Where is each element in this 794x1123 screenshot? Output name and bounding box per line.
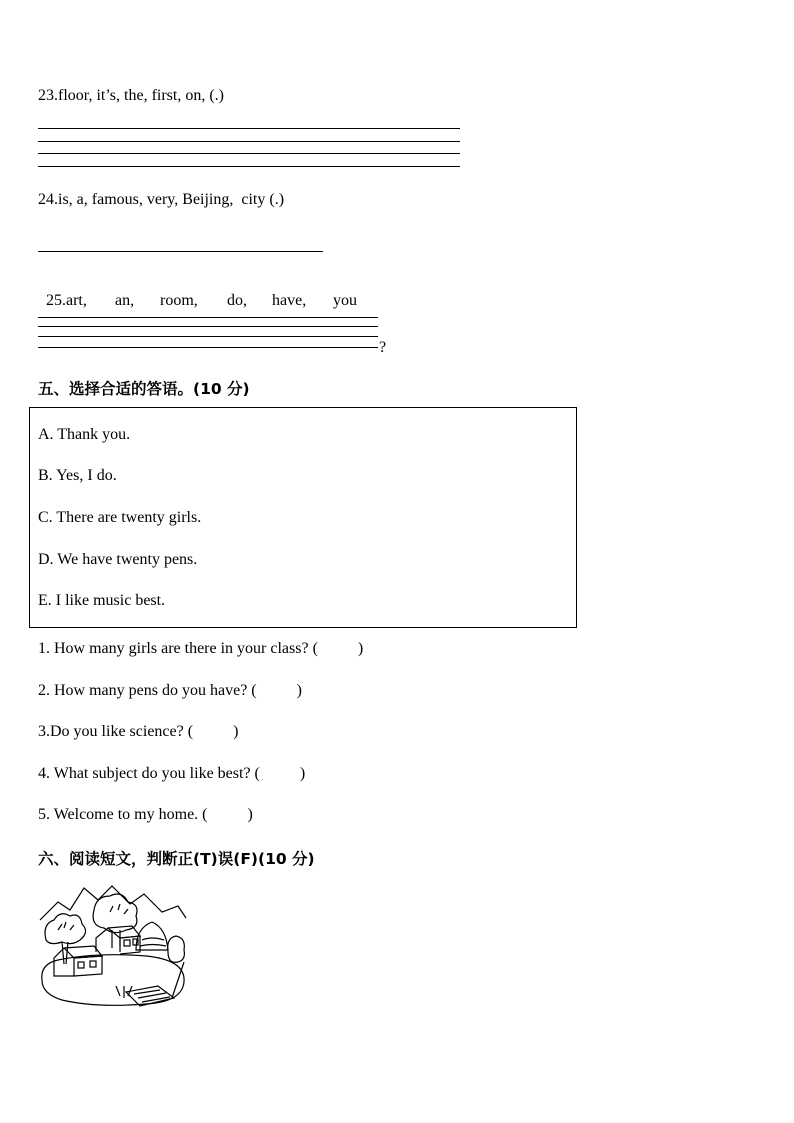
- answer-line[interactable]: [38, 251, 323, 252]
- question-5: [38, 806, 253, 824]
- question-3: [38, 723, 238, 741]
- q25-word: have,: [272, 292, 307, 309]
- answer-blank[interactable]: ( ): [202, 806, 253, 823]
- option-b: B. Yes, I do.: [38, 467, 117, 484]
- answer-line: [38, 153, 460, 154]
- answer-line: [38, 347, 378, 348]
- q25-word: 25.art,: [46, 292, 87, 309]
- section-6-heading: 六、阅读短文，判断正(T)误(F)(10 分): [38, 850, 315, 868]
- question-1: [38, 640, 363, 658]
- q25-word: do,: [227, 292, 247, 309]
- option-d: D. We have twenty pens.: [38, 551, 198, 568]
- answer-line: [38, 141, 460, 142]
- question-23: 23.floor, it’s, the, first, on, (.): [38, 87, 224, 104]
- answer-line: [38, 166, 460, 167]
- question-2: [38, 682, 302, 700]
- q25-word: room,: [160, 292, 198, 309]
- answer-line[interactable]: [38, 128, 460, 129]
- answer-blank[interactable]: ( ): [251, 682, 302, 699]
- option-c: C. There are twenty girls.: [38, 509, 202, 526]
- village-scene-illustration: [36, 880, 192, 1018]
- question-text: 5. Welcome to my home.: [38, 806, 199, 823]
- question-4: [38, 765, 305, 783]
- section-5-heading: 五、选择合适的答语。(10 分): [38, 380, 250, 398]
- question-text: 2. How many pens do you have?: [38, 682, 248, 699]
- q25-word: an,: [115, 292, 135, 309]
- answer-blank[interactable]: ( ): [312, 640, 364, 657]
- answer-line: [38, 326, 378, 327]
- option-a: A. Thank you.: [38, 426, 131, 443]
- question-text: 4. What subject do you like best?: [38, 765, 251, 782]
- answer-line: [38, 336, 378, 337]
- option-e: E. I like music best.: [38, 592, 166, 609]
- question-25: [38, 274, 357, 310]
- question-text: 1. How many girls are there in your class?: [38, 640, 309, 657]
- answer-blank[interactable]: ( ): [254, 765, 306, 782]
- answer-line[interactable]: [38, 317, 378, 318]
- answer-blank[interactable]: ( ): [187, 723, 239, 740]
- question-text: 3.Do you like science?: [38, 723, 184, 740]
- question-mark: ?: [379, 339, 387, 356]
- q25-word: you: [333, 292, 357, 309]
- question-24: 24.is, a, famous, very, Beijing, city (.): [38, 191, 285, 208]
